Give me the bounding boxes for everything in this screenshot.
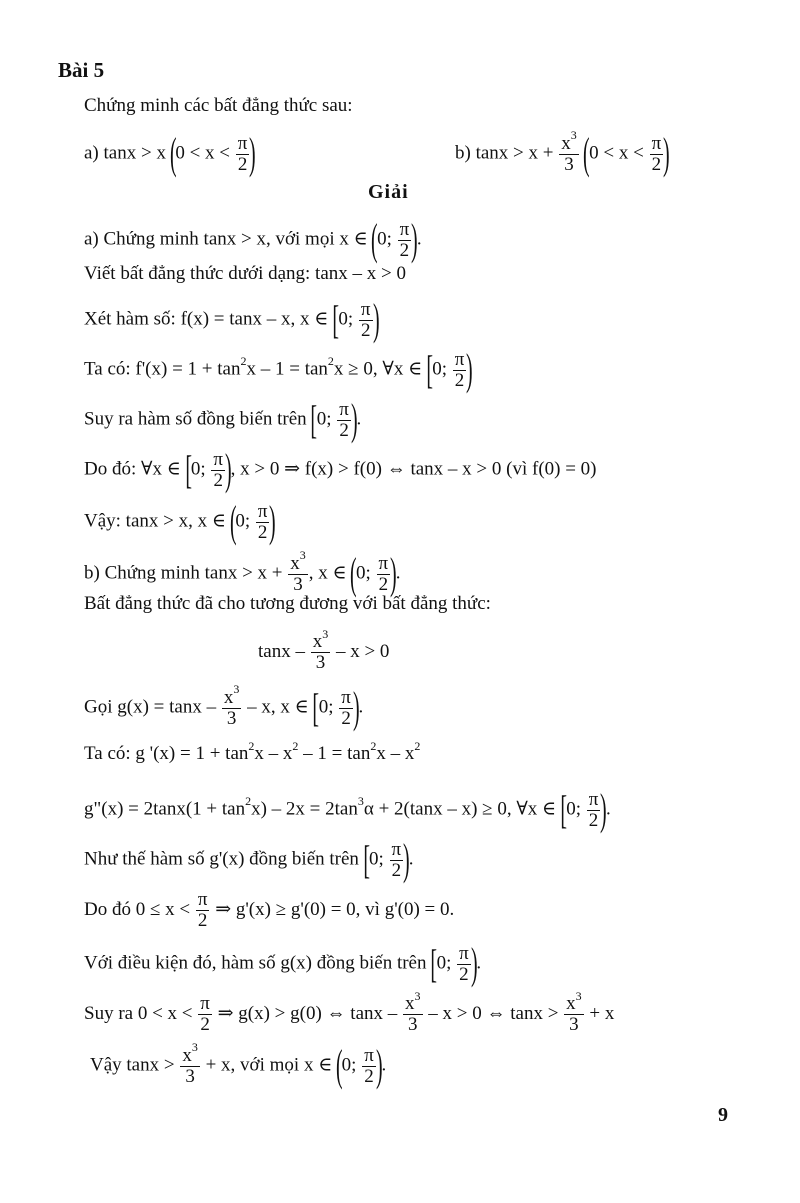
line-second-derivative-g: g"(x) = $2\tan x(1 + \tan^2x) - 2x = 2\tan^3\alpha + 2(\tan x - x) \ge 0$, ∀x ∈ [0; $\frac{\pi}{2}$ ). — [84, 785, 611, 834]
line-therefore: Do đó: ∀x ∈ [0; $\frac{\pi}{2}$ ), x > 0 ⇒ f(x) > f(0) ⇔ tanx – x > 0 (vì f(0) = 0) — [84, 445, 597, 494]
solution-heading: Giải — [368, 181, 409, 203]
line-b-prove: b) Chứng minh tanx > x + $\frac{x^3}{3}$ , x ∈ (0; $\frac{\pi}{2}$ ). — [84, 548, 401, 598]
line-deduce: Suy ra 0 < x < $\frac{\pi}{2}$ ⇒ g(x) > g(0) ⇔ tanx – $\frac{x^3}{3}$ – x > 0 ⇔ tanx > $\frac{x^3}{3}$ + x — [84, 988, 615, 1035]
line-consider-f: Xét hàm số: f(x) = tanx – x, x ∈ [0; $\frac{\pi}{2}$ ) — [84, 295, 380, 344]
line-inequality-display: tanx – $\frac{x^3}{3}$ – x > 0 — [258, 626, 390, 673]
line-g-prime-increasing: Như thế hàm số g'(x) đồng biến trên [0; $\frac{\pi}{2}$ ). — [84, 835, 414, 884]
page-number: 9 — [718, 1104, 728, 1126]
exercise-title: Bài 5 — [58, 58, 105, 82]
line-equivalent: Bất đẳng thức đã cho tương đương với bất đẳng thức: — [84, 593, 491, 614]
line-increasing: Suy ra hàm số đồng biến trên [0; $\frac{\pi}{2}$ ). — [84, 395, 362, 444]
statement-b: b) tanx > x + $\frac{x^3}{3}$ (0 < x < $\frac{\pi}{2}$ ) — [455, 128, 670, 178]
line-g-increasing: Với điều kiện đó, hàm số g(x) đồng biến trên [0; $\frac{\pi}{2}$ ). — [84, 939, 482, 988]
line-derivative-g: Ta có: g '$(x) = 1 + \tan^2x - x^2 - 1 = \tan^2x - x^2$ — [84, 738, 421, 764]
statement-a: a) tanx > x (0 < x < $\frac{\pi}{2}$ ) — [84, 129, 257, 178]
line-conclusion-a: Vậy: tanx > x, x ∈ (0; $\frac{\pi}{2}$ ) — [84, 497, 277, 546]
line-g-prime-nonneg: Do đó 0 ≤ x < $\frac{\pi}{2}$ ⇒ g'(x) ≥ g'(0) = 0, vì g'(0) = 0. — [84, 889, 455, 931]
line-derivative-f: Ta có: $f'(x) = 1 + \tan^2x - 1 = \tan^2x \ge 0$, ∀x ∈ [0; $\frac{\pi}{2}$ ) — [84, 345, 473, 394]
line-a-prove: a) Chứng minh tanx > x, với mọi x ∈ (0; $\frac{\pi}{2}$ ). — [84, 215, 422, 264]
line-define-g: Gọi g(x) = tanx – $\frac{x^3}{3}$ – x, x ∈ [0; $\frac{\pi}{2}$ ). — [84, 682, 364, 732]
line-rewrite: Viết bất đẳng thức dưới dạng: tanx – x > 0 — [84, 263, 406, 284]
line-conclusion-b: Vậy tanx > $\frac{x^3}{3}$ + x, với mọi x ∈ (0; $\frac{\pi}{2}$ ). — [90, 1040, 387, 1090]
intro-text: Chứng minh các bất đẳng thức sau: — [84, 95, 353, 116]
